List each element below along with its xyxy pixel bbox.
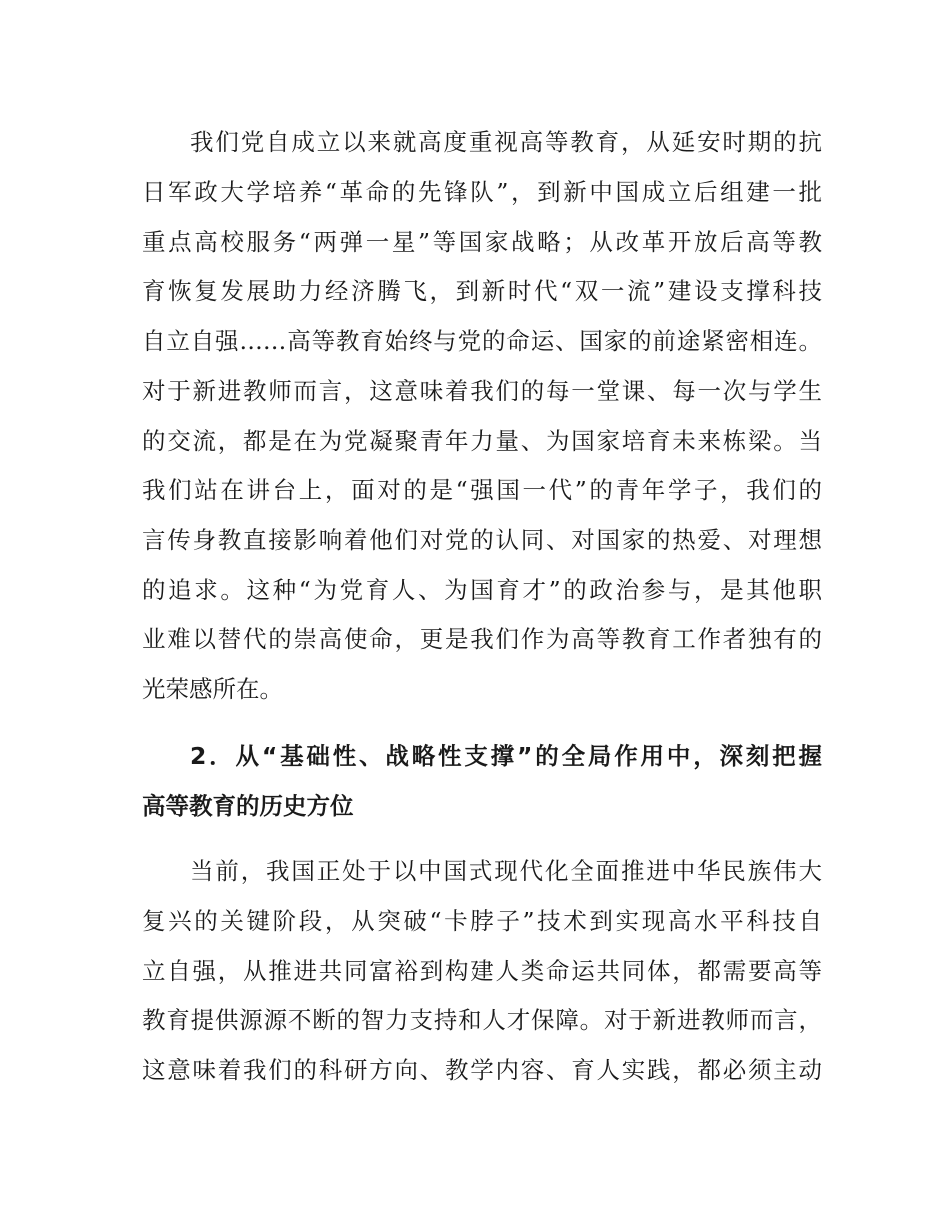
text-line: 立自强，从推进共同富裕到构建人类命运共同体，都需要高等 (142, 957, 822, 985)
text-line: 我们站在讲台上，面对的是“强国一代”的青年学子，我们的 (142, 476, 822, 504)
heading-line: 2．从“基础性、战略性支撑”的全局作用中，深刻把握 (190, 742, 822, 770)
heading-line: 高等教育的历史方位 (142, 792, 354, 820)
text-line: 育恢复发展助力经济腾飞，到新时代“双一流”建设支撑科技 (142, 277, 822, 305)
text-line: 自立自强……高等教育始终与党的命运、国家的前途紧密相连。 (142, 327, 822, 355)
text-line: 言传身教直接影响着他们对党的认同、对国家的热爱、对理想 (142, 526, 822, 554)
text-line: 对于新进教师而言，这意味着我们的每一堂课、每一次与学生 (142, 377, 822, 405)
text-line: 当前，我国正处于以中国式现代化全面推进中华民族伟大 (190, 857, 822, 885)
text-line: 的交流，都是在为党凝聚青年力量、为国家培育未来栋梁。当 (142, 427, 822, 455)
text-line: 复兴的关键阶段，从突破“卡脖子”技术到实现高水平科技自 (142, 907, 822, 935)
text-line: 日军政大学培养“革命的先锋队”，到新中国成立后组建一批 (142, 178, 822, 206)
text-line: 教育提供源源不断的智力支持和人才保障。对于新进教师而言， (142, 1006, 822, 1034)
text-line: 我们党自成立以来就高度重视高等教育，从延安时期的抗 (190, 128, 822, 156)
text-line: 光荣感所在。 (142, 675, 283, 703)
text-line: 的追求。这种“为党育人、为国育才”的政治参与，是其他职 (142, 576, 822, 604)
text-line: 这意味着我们的科研方向、教学内容、育人实践，都必须主动 (142, 1056, 822, 1084)
text-line: 业难以替代的崇高使命，更是我们作为高等教育工作者独有的 (142, 625, 822, 653)
text-line: 重点高校服务“两弹一星”等国家战略；从改革开放后高等教 (142, 228, 822, 256)
